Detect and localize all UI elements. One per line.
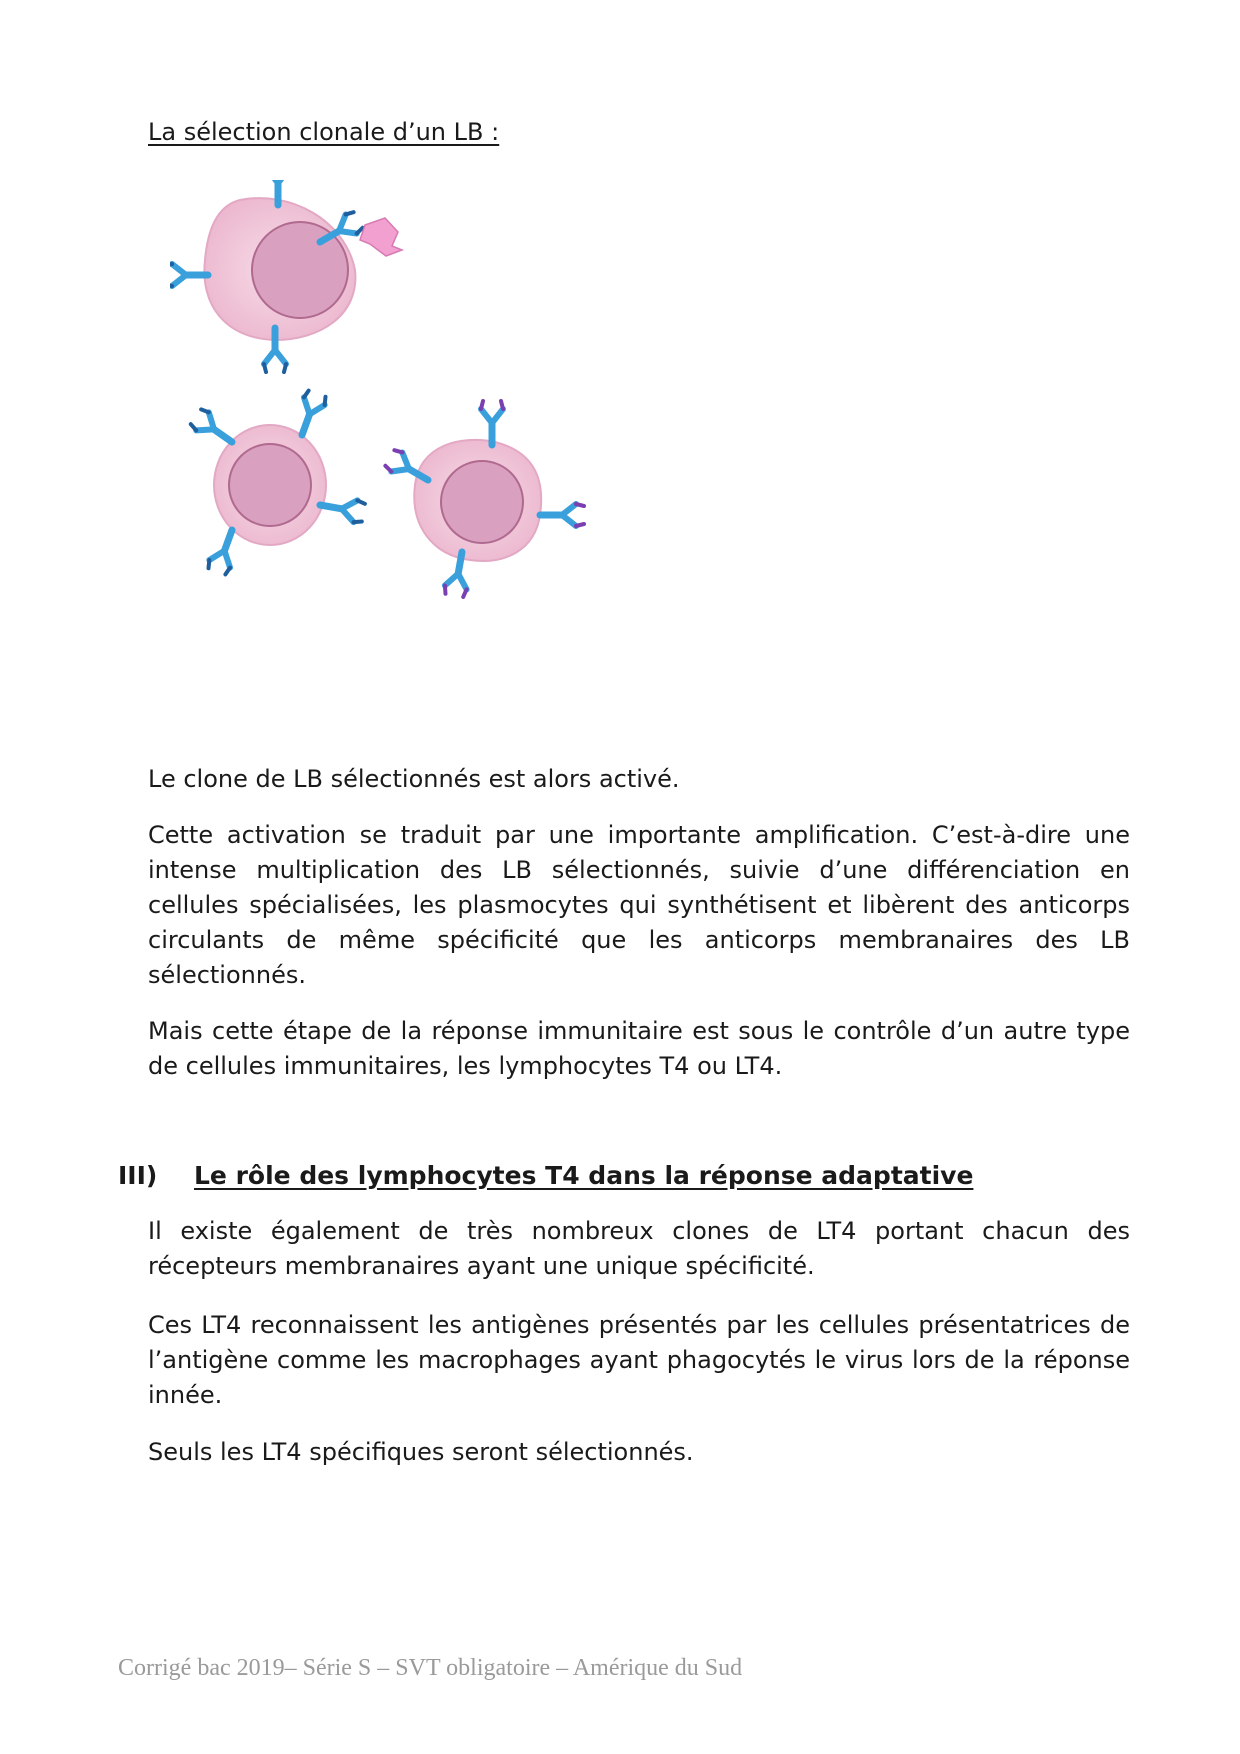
section-number: III) [118, 1161, 158, 1190]
paragraph-lt4-clones: Il existe également de très nombreux clones de LT4 portant chacun des récepteurs membranaires ayant une unique spécificité. [148, 1217, 1130, 1280]
lymphocyte-b-cell-clone-1 [190, 390, 366, 575]
lymphocyte-b-cell-clone-2 [384, 401, 584, 597]
paragraph-lt4-selected: Seuls les LT4 spécifiques seront sélectionnés. [148, 1438, 694, 1466]
paragraph-amplification: Cette activation se traduit par une importante amplification. C’est-à-dire une intense multiplication des LB sélectionnés, suivie d’une différenciation en cellules spécialisées, les plasmocytes qui synthétisent et libèrent des anticorps circulants de même spécificité que les anticorps membranaires des LB sélectionnés. [148, 821, 1130, 989]
paragraph-lt4-control: Mais cette étape de la réponse immunitaire est sous le contrôle d’un autre type de cellules immunitaires, les lymphocytes T4 ou LT4. [148, 1017, 1130, 1080]
page-footer: Corrigé bac 2019– Série S – SVT obligatoire – Amérique du Sud [118, 1655, 743, 1681]
antigen-icon [360, 218, 402, 256]
section-heading [118, 1161, 973, 1190]
paragraph-clone-activated: Le clone de LB sélectionnés est alors activé. [148, 765, 680, 793]
paragraph-antigen-presentation: Ces LT4 reconnaissent les antigènes présentés par les cellules présentatrices de l’antigène comme les macrophages ayant phagocytés le virus lors de la réponse innée. [148, 1311, 1130, 1409]
figure-subtitle: La sélection clonale d’un LB : [148, 118, 500, 146]
lymphocyte-b-cell-selected [170, 180, 402, 372]
clonal-selection-diagram [170, 180, 670, 680]
section-title: Le rôle des lymphocytes T4 dans la réponse adaptative [194, 1161, 974, 1190]
